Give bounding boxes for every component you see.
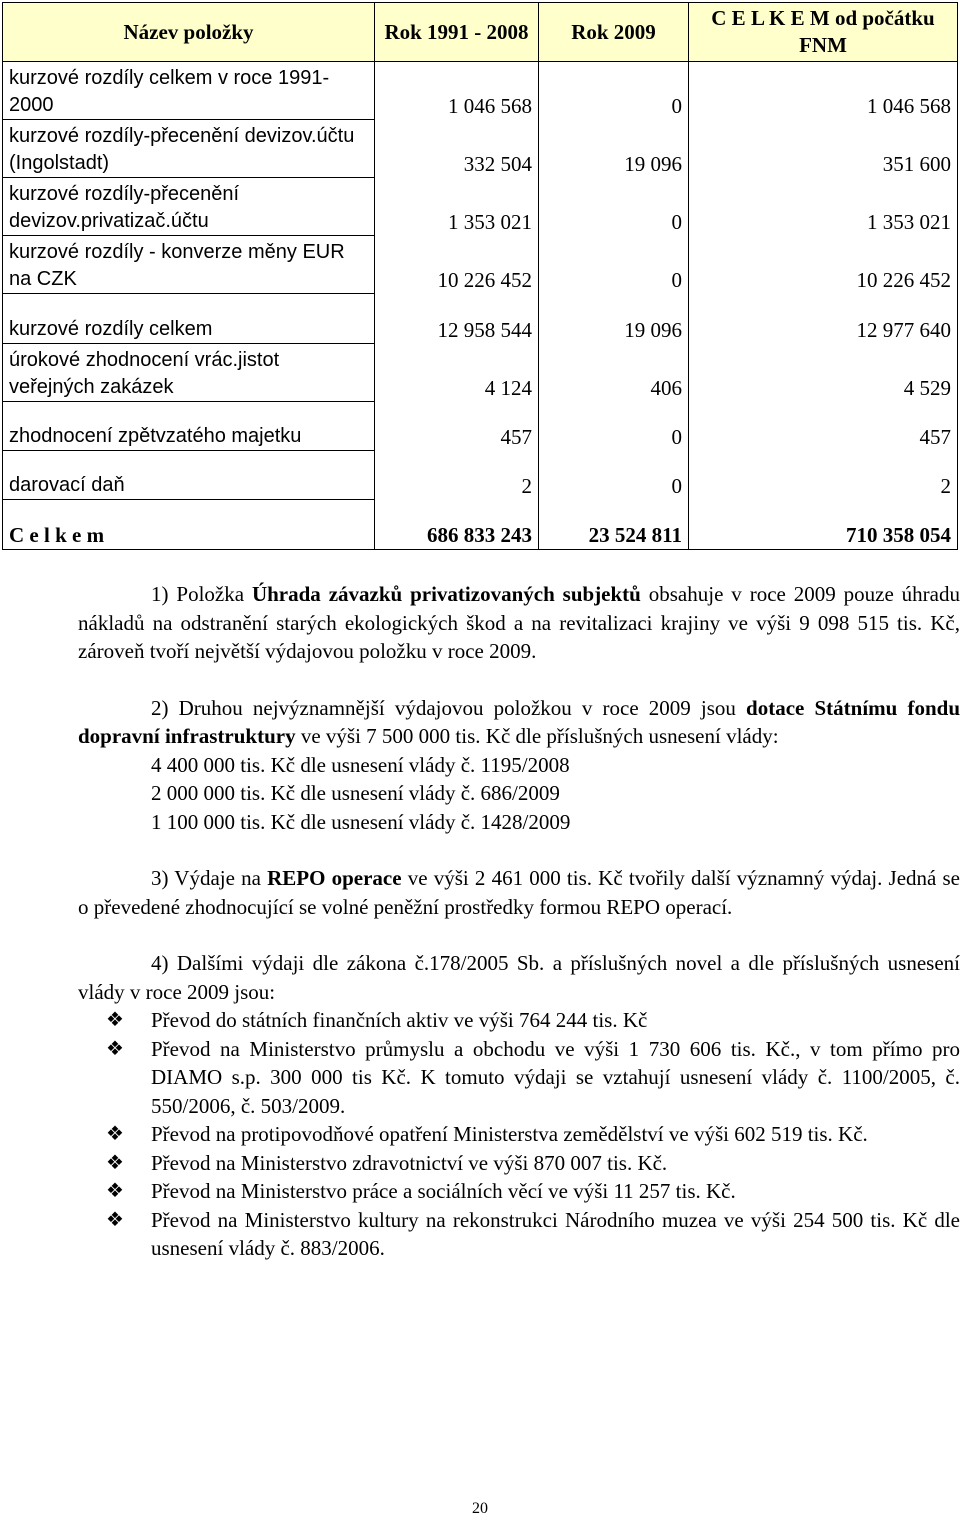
note-1-text-cont: obsahuje v roce 2009 pouze úhradu nákladů na odstranění starých ekologických škod a na revitalizaci krajiny ve výši 9 098 515 tis. Kč, zároveň tvoří největší výdajovou položku v roce 2009. bbox=[78, 582, 960, 663]
row-value-2009: 19 096 bbox=[539, 120, 689, 178]
note-3 bbox=[78, 864, 960, 921]
row-value-2009: 0 bbox=[539, 402, 689, 451]
note-3-text: 3) Výdaje na bbox=[151, 866, 268, 890]
row-label: úrokové zhodnocení vrác.jistot veřejných zakázek bbox=[3, 344, 375, 402]
table-header-row bbox=[3, 3, 958, 62]
row-label: kurzové rozdíly celkem v roce 1991-2000 bbox=[3, 62, 375, 120]
row-label: kurzové rozdíly - konverze měny EUR na CZK bbox=[3, 236, 375, 294]
resolution-line: 1 100 000 tis. Kč dle usnesení vlády č. 1428/2009 bbox=[151, 809, 571, 834]
diamond-bullet-icon: ❖ bbox=[106, 1180, 124, 1202]
diamond-bullet-icon: ❖ bbox=[106, 1208, 124, 1231]
row-label: kurzové rozdíly-přecenění devizov.účtu (Ingolstadt) bbox=[3, 120, 375, 178]
diamond-bullet-icon: ❖ bbox=[106, 1123, 124, 1145]
row-value-1991-2008: 332 504 bbox=[375, 120, 539, 178]
row-value-1991-2008: 1 353 021 bbox=[375, 178, 539, 236]
table-row bbox=[3, 62, 958, 120]
transfer-list bbox=[78, 1006, 960, 1263]
row-value-2009: 0 bbox=[539, 178, 689, 236]
list-item-text: Převod na Ministerstvo průmyslu a obchodu ve výši 1 730 606 tis. Kč., v tom přímo pro DIAMO s.p. 300 000 tis Kč. K tomuto výdaji se vztahují usnesení vlády č. 1100/2005, č. 550/2006, č. 503/2009. bbox=[151, 1036, 960, 1118]
list-item bbox=[78, 1149, 960, 1178]
revenue-table bbox=[2, 2, 958, 550]
row-value-2009: 406 bbox=[539, 344, 689, 402]
note-2-text: 2) Druhou nejvýznamnější výdajovou položkou v roce 2009 jsou bbox=[151, 695, 747, 720]
row-value-total: 1 353 021 bbox=[689, 178, 958, 236]
row-value-1991-2008: 1 046 568 bbox=[375, 62, 539, 120]
resolution-line: 2 000 000 tis. Kč dle usnesení vlády č. 686/2009 bbox=[151, 781, 560, 805]
row-value-2009: 0 bbox=[539, 451, 689, 500]
header-period-1991-2008: Rok 1991 - 2008 bbox=[375, 3, 539, 62]
table-total-row bbox=[3, 500, 958, 550]
note-3-text-cont: ve výši 2 461 000 tis. Kč tvořily další významný výdaj. Jedná se o převedené zhodnocující se volné peněžní prostředky formou REPO operací. bbox=[78, 866, 960, 919]
total-value-2009: 23 524 811 bbox=[539, 500, 689, 550]
list-item-text: Převod na Ministerstvo zdravotnictví ve výši 870 007 tis. Kč. bbox=[151, 1150, 668, 1175]
note-1 bbox=[78, 580, 960, 666]
row-value-total: 10 226 452 bbox=[689, 236, 958, 294]
note-4-intro: 4) Dalšími výdaji dle zákona č.178/2005 Sb. a příslušných novel a dle příslušných usnesení vlády v roce 2009 jsou: bbox=[78, 951, 960, 1004]
note-3-emphasis: REPO operace bbox=[267, 866, 402, 890]
row-value-1991-2008: 10 226 452 bbox=[375, 236, 539, 294]
row-label: zhodnocení zpětvzatého majetku bbox=[3, 402, 375, 451]
header-total-since-start: C E L K E M od počátku FNM bbox=[689, 3, 958, 62]
header-year-2009: Rok 2009 bbox=[539, 3, 689, 62]
note-2-emphasis: dotace Státnímu fondu dopravní infrastruktury bbox=[78, 695, 960, 748]
row-value-total: 457 bbox=[689, 402, 958, 451]
row-value-1991-2008: 457 bbox=[375, 402, 539, 451]
table-row bbox=[3, 402, 958, 451]
table-row bbox=[3, 236, 958, 294]
list-item bbox=[78, 1006, 960, 1035]
row-value-1991-2008: 2 bbox=[375, 451, 539, 500]
list-item-text: Převod na Ministerstvo kultury na rekonstrukci Národního muzea ve výši 254 500 tis. Kč dle usnesení vlády č. 883/2006. bbox=[151, 1207, 960, 1260]
table-row bbox=[3, 294, 958, 344]
row-value-2009: 0 bbox=[539, 62, 689, 120]
row-value-2009: 19 096 bbox=[539, 294, 689, 344]
row-value-1991-2008: 4 124 bbox=[375, 344, 539, 402]
table-row bbox=[3, 178, 958, 236]
row-label: kurzové rozdíly celkem bbox=[3, 294, 375, 344]
list-item bbox=[78, 1206, 960, 1263]
row-label: darovací daň bbox=[3, 451, 375, 500]
header-item-name: Název položky bbox=[3, 3, 375, 62]
diamond-bullet-icon: ❖ bbox=[106, 1009, 124, 1031]
list-item-text: Převod na Ministerstvo práce a sociálních věcí ve výši 11 257 tis. Kč. bbox=[151, 1179, 736, 1203]
diamond-bullet-icon: ❖ bbox=[106, 1037, 124, 1060]
total-label: C e l k e m bbox=[3, 500, 375, 550]
row-label: kurzové rozdíly-přecenění devizov.privatizač.účtu bbox=[3, 178, 375, 236]
list-item bbox=[78, 1177, 960, 1206]
row-value-2009: 0 bbox=[539, 236, 689, 294]
page-number: 20 bbox=[472, 1500, 488, 1517]
table-row bbox=[3, 120, 958, 178]
diamond-bullet-icon: ❖ bbox=[106, 1151, 124, 1174]
total-value-1991-2008: 686 833 243 bbox=[375, 500, 539, 550]
resolution-line: 4 400 000 tis. Kč dle usnesení vlády č. 1195/2008 bbox=[151, 752, 570, 777]
row-value-total: 12 977 640 bbox=[689, 294, 958, 344]
list-item-text: Převod na protipovodňové opatření Ministerstva zemědělství ve výši 602 519 tis. Kč. bbox=[151, 1122, 868, 1146]
list-item bbox=[78, 1035, 960, 1121]
note-2 bbox=[78, 694, 960, 751]
total-value-total: 710 358 054 bbox=[689, 500, 958, 550]
note-1-text: 1) Položka bbox=[151, 582, 252, 606]
row-value-total: 351 600 bbox=[689, 120, 958, 178]
row-value-total: 1 046 568 bbox=[689, 62, 958, 120]
row-value-total: 4 529 bbox=[689, 344, 958, 402]
list-item-text: Převod do státních finančních aktiv ve výši 764 244 tis. Kč bbox=[151, 1008, 648, 1032]
row-value-total: 2 bbox=[689, 451, 958, 500]
table-row bbox=[3, 344, 958, 402]
list-item bbox=[78, 1120, 960, 1149]
row-value-1991-2008: 12 958 544 bbox=[375, 294, 539, 344]
note-2-text-cont: ve výši 7 500 000 tis. Kč dle příslušných usnesení vlády: bbox=[295, 724, 779, 748]
note-1-emphasis: Úhrada závazků privatizovaných subjektů bbox=[251, 582, 641, 606]
notes-section bbox=[78, 580, 960, 1263]
table-row bbox=[3, 451, 958, 500]
